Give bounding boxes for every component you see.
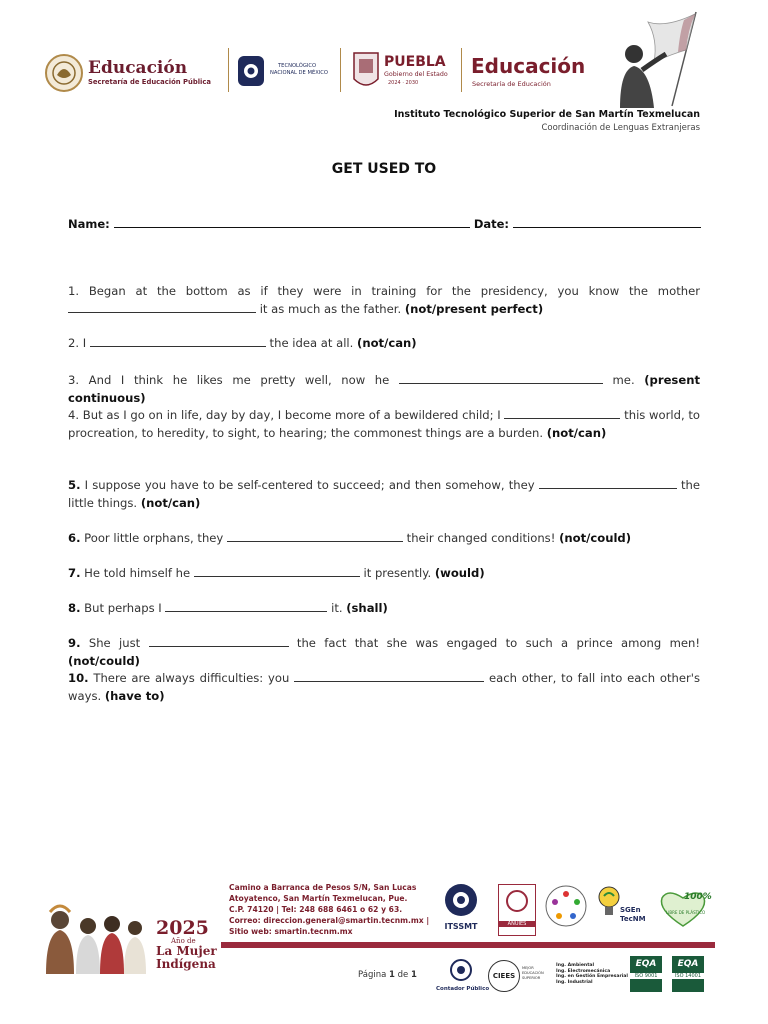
- answer-blank[interactable]: [399, 373, 603, 384]
- answer-blank[interactable]: [90, 336, 266, 347]
- footer-divider-bar: [221, 942, 715, 948]
- answer-blank[interactable]: [539, 478, 677, 489]
- question-number: 4.: [68, 408, 80, 422]
- puebla-years: 2024 · 2030: [388, 80, 419, 86]
- answer-blank[interactable]: [68, 302, 256, 313]
- question-9: [68, 634, 700, 670]
- coordination-name: Coordinación de Lenguas Extranjeras: [541, 123, 700, 133]
- tecnm-line2: NACIONAL DE MÉXICO: [270, 70, 329, 76]
- question-text: the fact that she was engaged to such a prince among men!: [296, 636, 701, 650]
- question-number: 6.: [68, 531, 81, 545]
- plastic-free-logo: [656, 888, 710, 928]
- tecnm-label: TecNM: [620, 915, 646, 923]
- question-hint: (would): [434, 566, 485, 580]
- puebla-education-subtitle: Secretaría de Educación: [472, 80, 551, 88]
- ciees-sub-line: SUPERIOR: [522, 976, 541, 980]
- question-hint: (not/can): [140, 496, 201, 510]
- date-field[interactable]: [513, 217, 701, 228]
- anuies-logo: [498, 884, 536, 936]
- question-text: And I think he likes me pretty well, now he: [88, 373, 390, 387]
- page-total: 1: [410, 970, 417, 980]
- question-1: [68, 282, 700, 318]
- program-item: Ing. Electromecánica: [556, 968, 611, 974]
- puebla-subtitle: Gobierno del Estado: [384, 71, 448, 78]
- page-current: 1: [389, 970, 395, 980]
- address-line: Atoyatenco, San Martín Texmelucan, Pue.: [229, 894, 408, 903]
- sep-subtitle: Secretaría de Educación Pública: [88, 78, 211, 86]
- sep-logo: [44, 52, 224, 94]
- tecnm-logo: [236, 50, 336, 92]
- question-text: the idea at all.: [269, 336, 354, 350]
- page-of: de: [397, 970, 409, 980]
- footer-address: [229, 882, 429, 937]
- question-number: 9.: [68, 636, 81, 650]
- email-link[interactable]: Correo: direccion.general@smartin.tecnm.mx |: [229, 916, 430, 925]
- address-line: Camino a Barranca de Pesos S/N, San Lucas: [229, 883, 417, 892]
- itssmt-logo: [436, 882, 486, 938]
- name-date-row: [68, 217, 700, 231]
- question-number: 8.: [68, 601, 81, 615]
- question-4: [68, 406, 700, 442]
- institute-name: Instituto Tecnológico Superior de San Martín Texmelucan: [394, 109, 700, 120]
- question-text: each other, to fall into each other's ways.: [68, 671, 700, 703]
- question-text: it presently.: [363, 566, 432, 580]
- question-number: 2.: [68, 336, 80, 350]
- question-number: 1.: [68, 284, 80, 298]
- anuies-label: ANUIES: [499, 921, 535, 927]
- question-text: She just: [88, 636, 141, 650]
- sgen-label: SGEn: [620, 906, 641, 914]
- eqa-label: EQA: [635, 959, 657, 969]
- header-divider: [461, 48, 462, 92]
- engineering-programs: [556, 963, 628, 985]
- question-text: But perhaps I: [84, 601, 162, 615]
- answer-blank[interactable]: [194, 566, 360, 577]
- header-divider: [228, 48, 229, 92]
- puebla-education-logo: [471, 54, 601, 94]
- puebla-logo: [352, 48, 462, 94]
- question-text: this world, to procreation, to heredity, to sight, to hearing; the commonest things are a burden.: [68, 408, 701, 440]
- question-text: the little things.: [68, 478, 701, 510]
- anuies-emblem-icon: [505, 889, 529, 917]
- woman-flag-illustration: [606, 10, 702, 108]
- question-hint: (not/present perfect): [404, 302, 544, 316]
- question-text: it as much as the father.: [259, 302, 402, 316]
- question-hint: (not/could): [559, 531, 632, 545]
- contador-label: Contador Público: [436, 986, 490, 992]
- question-number: 10.: [68, 671, 89, 685]
- question-text: Poor little orphans, they: [84, 531, 224, 545]
- answer-blank[interactable]: [165, 601, 327, 612]
- question-hint: (present continuous): [68, 373, 700, 405]
- page-label: Página: [358, 970, 387, 980]
- question-8: [68, 599, 700, 617]
- question-3: [68, 371, 700, 407]
- ciees-label: CIEES: [492, 972, 516, 980]
- ciees-logo: [488, 958, 550, 992]
- question-hint: (not/can): [546, 426, 607, 440]
- website-link[interactable]: Sitio web: smartin.tecnm.mx: [229, 927, 353, 936]
- plastic-free-percent: 100%: [684, 892, 712, 902]
- question-number: 5.: [68, 478, 81, 492]
- question-6: [68, 529, 700, 547]
- program-item: Ing. en Gestión Empresarial: [556, 974, 628, 979]
- question-text: Began at the bottom as if they were in training for the presidency, you know the mother: [88, 284, 700, 298]
- ciees-badge: [488, 960, 520, 992]
- year-motto-line2: Indígena: [156, 957, 216, 971]
- iso-label: ISO 9001: [630, 973, 662, 979]
- lightbulb-icon: [596, 884, 622, 920]
- question-10: [68, 669, 700, 705]
- gear-icon: [443, 882, 479, 918]
- question-text: their changed conditions!: [406, 531, 556, 545]
- eqa-iso14001-badge: [672, 956, 704, 992]
- program-item: Ing. Industrial: [556, 979, 593, 985]
- plastic-free-label: LIBRE DE PLÁSTICO: [666, 910, 706, 915]
- gear-icon: [236, 52, 266, 90]
- document-title: GET USED TO: [331, 161, 437, 177]
- answer-blank[interactable]: [294, 671, 484, 682]
- community-circle-logo: [544, 884, 588, 928]
- question-hint: (have to): [104, 689, 165, 703]
- name-field[interactable]: [114, 217, 470, 228]
- question-text: I: [82, 336, 87, 350]
- page-number: [358, 970, 417, 980]
- question-hint: (shall): [346, 601, 388, 615]
- sgen-logo: [596, 884, 650, 936]
- question-text: He told himself he: [84, 566, 191, 580]
- eqa-iso9001-badge: [630, 956, 662, 992]
- eqa-label: EQA: [677, 959, 699, 969]
- sep-education-word: Educación: [88, 58, 188, 78]
- year-motto: [156, 945, 217, 971]
- program-item: Ing. Ambiental: [556, 963, 595, 968]
- contador-emblem-icon: [449, 958, 473, 982]
- question-7: [68, 564, 700, 582]
- tecnm-line1: TECNOLÓGICO: [278, 63, 317, 69]
- year-motto-line1: La Mujer: [156, 944, 217, 958]
- iso-label: ISO 14001: [672, 973, 704, 979]
- year-text: 2025: [156, 917, 209, 939]
- question-number: 3.: [68, 373, 80, 387]
- answer-blank[interactable]: [504, 408, 620, 419]
- answer-blank[interactable]: [149, 636, 289, 647]
- puebla-shield-icon: [352, 51, 380, 91]
- ciees-sub-line: MEJOR: [522, 966, 534, 970]
- address-line: C.P. 74120 | Tel: 248 688 6461 o 62 y 63.: [229, 905, 403, 914]
- question-hint: (not/could): [68, 654, 140, 668]
- question-hint: (not/can): [357, 336, 417, 350]
- year-subtitle: Año de: [171, 937, 196, 945]
- contador-logo: [436, 958, 490, 998]
- question-5: [68, 476, 700, 512]
- ciees-sub-line: EDUCACIÓN: [522, 971, 544, 975]
- question-text: it.: [331, 601, 343, 615]
- date-label: Date:: [473, 217, 510, 231]
- puebla-word: PUEBLA: [384, 54, 446, 70]
- question-number: 7.: [68, 566, 81, 580]
- answer-blank[interactable]: [227, 531, 403, 542]
- question-text: There are always difficulties: you: [93, 671, 290, 685]
- header-divider: [340, 48, 341, 92]
- indigenous-women-illustration: [40, 900, 152, 974]
- question-2: [68, 334, 700, 352]
- mexico-seal-icon: [44, 53, 84, 93]
- question-text: I suppose you have to be self-centered to succeed; and then somehow, they: [84, 478, 535, 492]
- itssmt-label: ITSSMT: [444, 922, 478, 931]
- puebla-education-word: Educación: [471, 54, 586, 78]
- ciees-sub: [522, 966, 544, 981]
- question-text: But as I go on in life, day by day, I become more of a bewildered child; I: [82, 408, 501, 422]
- question-text: me.: [612, 373, 635, 387]
- name-label: Name:: [68, 217, 110, 231]
